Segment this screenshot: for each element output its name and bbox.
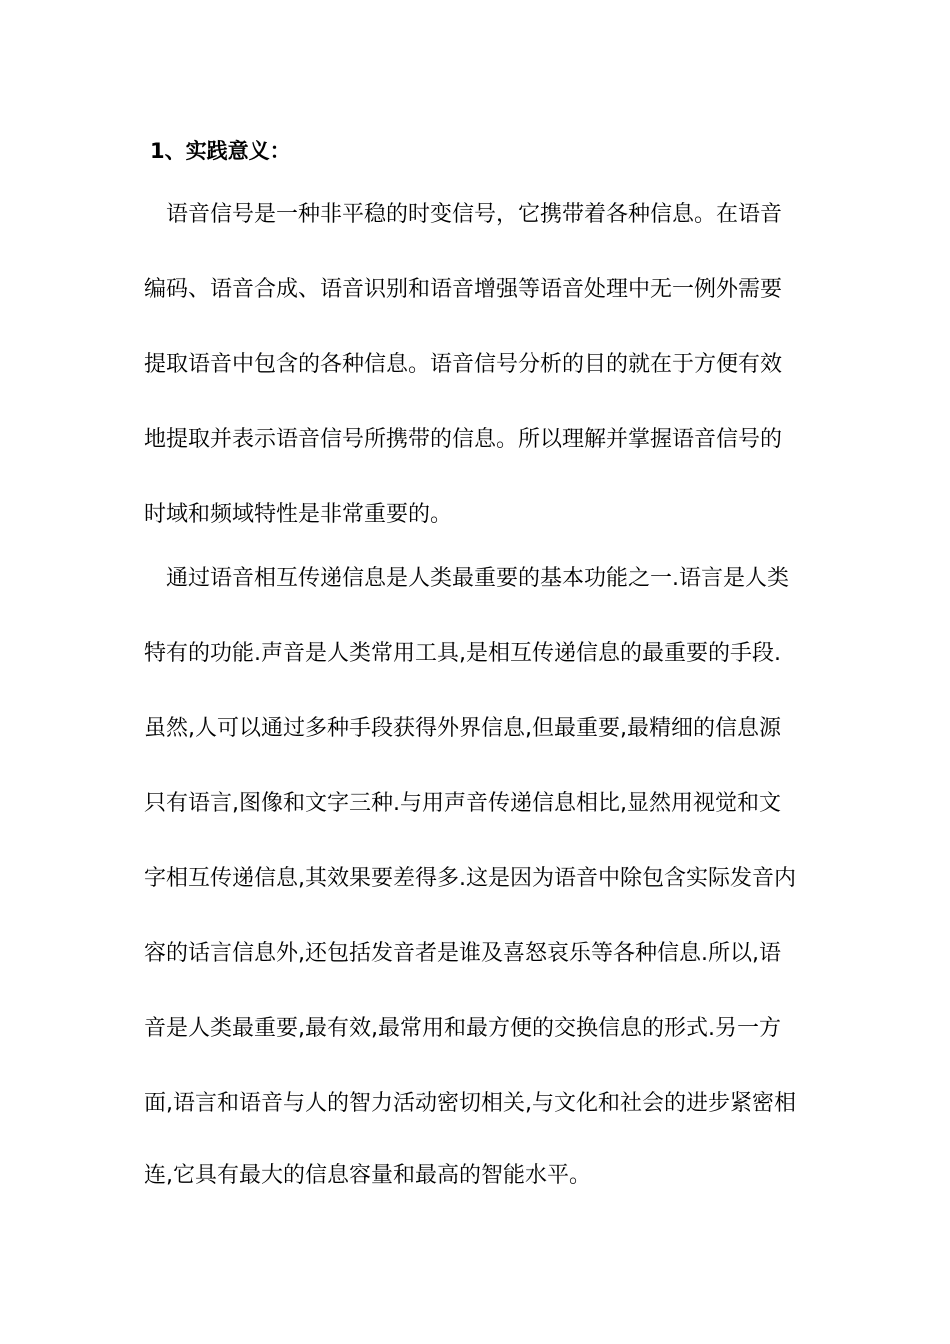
paragraph-2-line-8: 面,语言和语音与人的智力活动密切相关,与文化和社会的进步紧密相 xyxy=(144,1091,796,1116)
section-heading: 1、实践意义： xyxy=(150,139,291,163)
paragraph-2-line-3: 虽然,人可以通过多种手段获得外界信息,但最重要,最精细的信息源 xyxy=(144,716,781,741)
paragraph-2-line-7: 音是人类最重要,最有效,最常用和最方便的交换信息的形式.另一方 xyxy=(144,1016,781,1041)
paragraph-1-line-4: 地提取并表示语音信号所携带的信息。所以理解并掌握语音信号的 xyxy=(144,427,783,452)
paragraph-2-line-4: 只有语言,图像和文字三种.与用声音传递信息相比,显然用视觉和文 xyxy=(144,791,781,816)
paragraph-2-line-5: 字相互传递信息,其效果要差得多.这是因为语音中除包含实际发音内 xyxy=(144,866,796,891)
paragraph-2-line-9: 连,它具有最大的信息容量和最高的智能水平。 xyxy=(144,1163,591,1188)
paragraph-2-line-6: 容的话言信息外,还包括发音者是谁及喜怒哀乐等各种信息.所以,语 xyxy=(144,941,781,966)
paragraph-1-line-3: 提取语音中包含的各种信息。语音信号分析的目的就在于方便有效 xyxy=(144,352,783,377)
paragraph-1-line-1: 语音信号是一种非平稳的时变信号，它携带着各种信息。在语音 xyxy=(166,202,783,227)
paragraph-1-line-5: 时域和频域特性是非常重要的。 xyxy=(144,502,453,527)
paragraph-2-line-2: 特有的功能.声音是人类常用工具,是相互传递信息的最重要的手段. xyxy=(144,641,781,666)
paragraph-2-line-1: 通过语音相互传递信息是人类最重要的基本功能之一.语言是人类 xyxy=(166,566,789,591)
paragraph-1-line-2: 编码、语音合成、语音识别和语音增强等语音处理中无一例外需要 xyxy=(144,277,783,302)
